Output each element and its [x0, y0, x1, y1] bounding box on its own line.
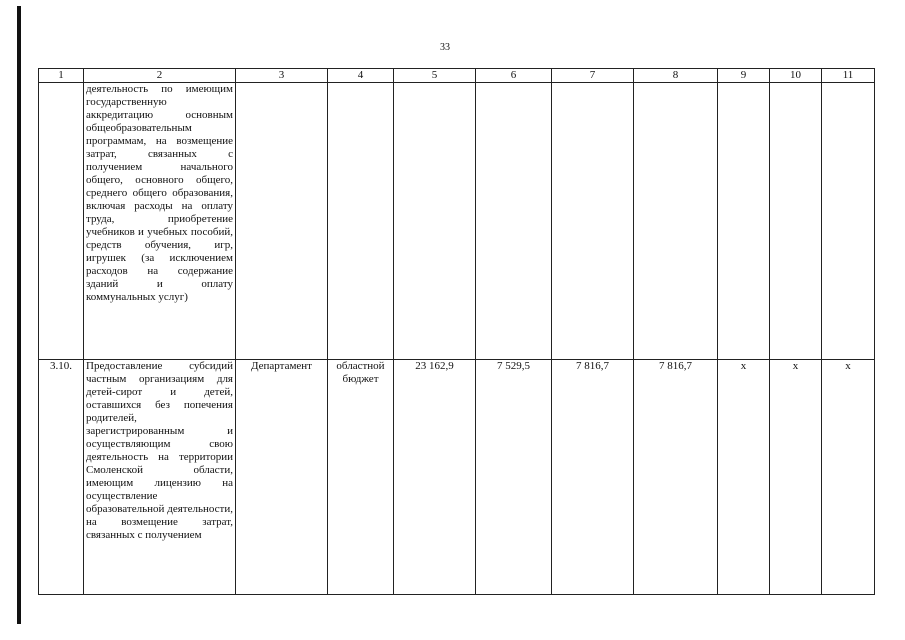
column-header: 3	[236, 69, 328, 83]
row-number: 3.10.	[39, 360, 84, 595]
indicator-cell	[718, 83, 770, 360]
year-amount-cell: 7 816,7	[634, 360, 718, 595]
funding-source-cell: областной бюджет	[328, 360, 394, 595]
year-amount-cell	[634, 83, 718, 360]
year-amount-cell: 7 816,7	[552, 360, 634, 595]
column-header: 11	[822, 69, 875, 83]
binding-margin-bar	[17, 6, 21, 624]
table-row	[39, 360, 875, 595]
header-row	[39, 69, 875, 83]
column-header: 5	[394, 69, 476, 83]
indicator-cell	[770, 83, 822, 360]
column-header: 2	[84, 69, 236, 83]
executor-cell: Департамент	[236, 360, 328, 595]
year-amount-cell: 7 529,5	[476, 360, 552, 595]
year-amount-cell	[552, 83, 634, 360]
total-amount-cell	[394, 83, 476, 360]
indicator-cell	[822, 83, 875, 360]
column-header: 1	[39, 69, 84, 83]
indicator-cell: х	[770, 360, 822, 595]
indicator-cell: х	[718, 360, 770, 595]
column-header: 6	[476, 69, 552, 83]
indicator-cell: х	[822, 360, 875, 595]
row-description: деятельность по имеющим государственную аккредитацию основным общеобразовательным программам, на возмещение затрат, связанных с получением начального общего, основного общего, среднего общего образования, включая расходы на оплату труда, приобретение учебников и учебных пособий, средств обучения, игр, игрушек (за исключением расходов на содержание зданий и оплату коммунальных услуг)	[84, 83, 236, 360]
row-number	[39, 83, 84, 360]
budget-table	[38, 68, 875, 595]
column-header: 10	[770, 69, 822, 83]
row-description: Предоставление субсидий частным организациям для детей-сирот и детей, оставшихся без попечения родителей, зарегистрированным и осуществляющим свою деятельность на территории Смоленской области, имеющим лицензию на осуществление образовательной деятельности, на возмещение затрат, связанных с получением	[84, 360, 236, 595]
table-row	[39, 83, 875, 360]
executor-cell	[236, 83, 328, 360]
column-header: 4	[328, 69, 394, 83]
page-number: 33	[440, 42, 450, 53]
column-header: 9	[718, 69, 770, 83]
total-amount-cell: 23 162,9	[394, 360, 476, 595]
column-header: 8	[634, 69, 718, 83]
column-header: 7	[552, 69, 634, 83]
funding-source-cell	[328, 83, 394, 360]
year-amount-cell	[476, 83, 552, 360]
